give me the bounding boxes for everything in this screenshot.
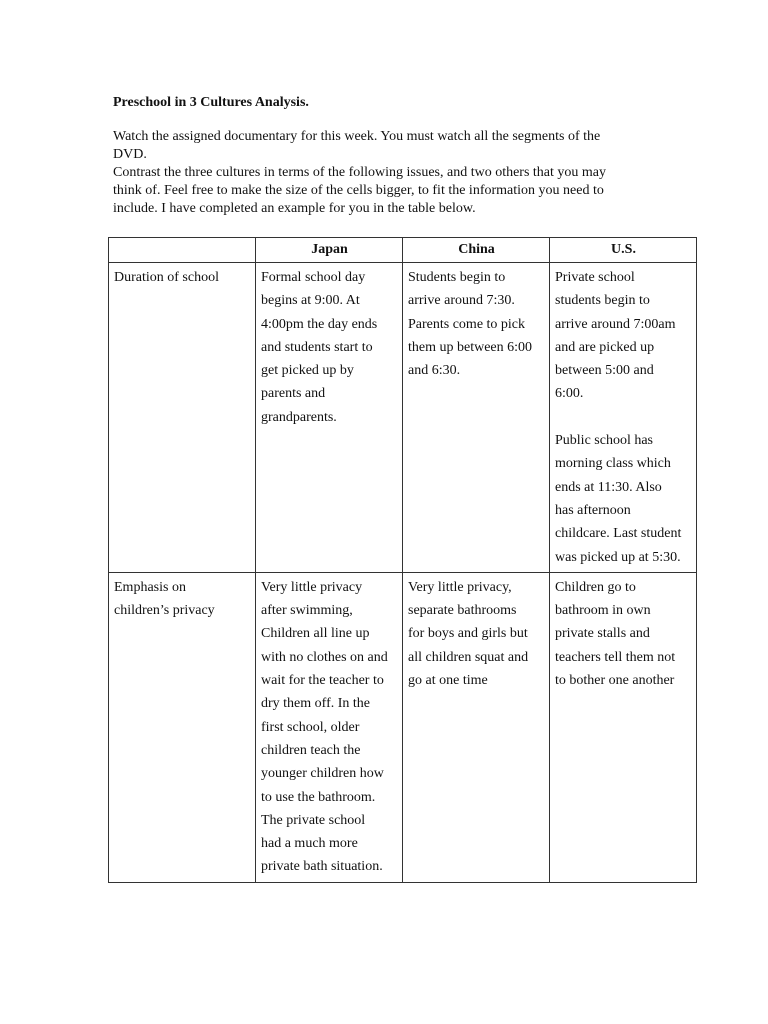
instruction-line: DVD. (113, 147, 147, 162)
china-cell: Students begin to arrive around 7:30. Parents come to pick them up between 6:00 and 6:30. (403, 263, 550, 573)
header-cell-empty (109, 238, 256, 263)
row-label-cell: Emphasis on children’s privacy (109, 572, 256, 882)
us-cell: Children go to bathroom in own private stalls and teachers tell them not to bother one another (550, 572, 697, 882)
document-title: Preschool in 3 Cultures Analysis. (113, 95, 309, 110)
us-cell: Private school students begin to arrive around 7:00am and are picked up between 5:00 and 6:00. Public school has morning class which ends at 11:30. Also has afternoon childcare. Last student was picked up at 5:30. (550, 263, 697, 573)
instruction-line: Watch the assigned documentary for this week. You must watch all the segments of the (113, 129, 601, 144)
instruction-line: include. I have completed an example for you in the table below. (113, 201, 476, 216)
china-cell: Very little privacy, separate bathrooms for boys and girls but all children squat and go at one time (403, 572, 550, 882)
table-row-privacy (109, 572, 697, 882)
row-label-cell: Duration of school (109, 263, 256, 573)
instruction-line: Contrast the three cultures in terms of the following issues, and two others that you may (113, 165, 607, 180)
japan-cell: Formal school day begins at 9:00. At 4:00pm the day ends and students start to get picked up by parents and grandparents. (256, 263, 403, 573)
header-cell-china: China (403, 238, 550, 263)
header-cell-us: U.S. (550, 238, 697, 263)
instruction-line: think of. Feel free to make the size of the cells bigger, to fit the information you need to (113, 183, 604, 198)
table-header-row (109, 238, 697, 263)
japan-cell: Very little privacy after swimming, Children all line up with no clothes on and wait for the teacher to dry them off. In the first school, older children teach the younger children how to use the bathroom. The private school had a much more private bath situation. (256, 572, 403, 882)
instructions-paragraph (113, 128, 673, 218)
table-row-duration (109, 263, 697, 573)
culture-comparison-table (108, 237, 697, 883)
header-cell-japan: Japan (256, 238, 403, 263)
